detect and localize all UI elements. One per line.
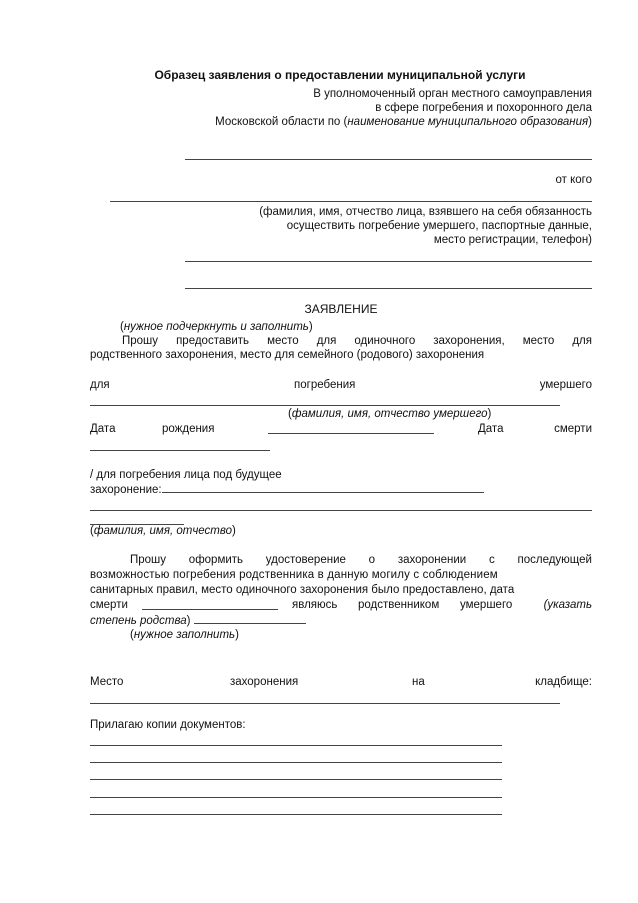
applicant-blank-line[interactable] (110, 201, 592, 202)
relation-hint-word: (указать (543, 599, 592, 611)
addressee-line-3 (100, 115, 592, 129)
request-2-word: о (368, 554, 376, 566)
deceased-word-1: для (90, 379, 110, 391)
deceased-hint-close: ) (487, 408, 492, 420)
request-2-word: последующей (517, 554, 592, 566)
future-burial-label: захоронение: (90, 484, 162, 496)
birth-date-blank[interactable] (268, 423, 434, 434)
attachment-blank-1[interactable] (90, 745, 502, 746)
future-hint-open: ( (90, 525, 94, 537)
birth-date-label-1: Дата (90, 423, 116, 435)
burial-place-word: на (412, 676, 425, 688)
dates-line (90, 422, 592, 436)
death-date-label-1: Дата (478, 423, 504, 435)
future-burial-line-2 (90, 482, 484, 497)
attachment-blank-3[interactable] (90, 779, 502, 780)
relation-hint-open (544, 598, 592, 612)
burial-place-line (90, 675, 592, 689)
request-2-word: умершего (460, 599, 513, 611)
fill-note-close: ) (235, 629, 239, 641)
request-1-line-2: родственного захоронения, место для семейного (родового) захоронения (90, 349, 485, 361)
underline-note-close: ) (308, 321, 313, 333)
attachment-blank-2[interactable] (90, 762, 502, 763)
birth-date-label-2: рождения (162, 423, 215, 435)
relation-hint-close: ) (186, 615, 191, 627)
burial-place-word: Место (90, 676, 124, 688)
request-2-line-3: санитарных правил, место одиночного захоронения было предоставлено, дата (90, 584, 515, 596)
attachments-label: Прилагаю копии документов: (90, 719, 246, 731)
request-2-word: Прошу (130, 554, 167, 566)
request-2-word: являюсь (292, 599, 338, 611)
future-hint-text: фамилия, имя, отчество (93, 525, 233, 537)
burial-place-word: захоронения (230, 676, 299, 688)
underline-note (120, 320, 313, 334)
request-word: место (267, 335, 299, 347)
death-date-blank[interactable] (90, 450, 270, 451)
deceased-hint-text: фамилия, имя, отчество умершего (291, 408, 488, 420)
death-date-label-2: смерти (554, 423, 592, 435)
fill-note-text: нужное заполнить (133, 629, 236, 641)
addressee-line-3-end: ) (588, 116, 592, 128)
relation-degree-hint: степень родства (90, 615, 187, 627)
cemetery-blank[interactable] (90, 703, 560, 704)
request-2-word: родственником (358, 599, 440, 611)
request-2-word: захоронении (397, 554, 467, 566)
applicant-hint-3: место регистрации, телефон) (433, 234, 592, 246)
request-word: захоронения, (433, 335, 505, 347)
relation-degree-blank[interactable] (194, 613, 306, 624)
future-burial-hint (90, 524, 236, 538)
request-2-line-1 (130, 553, 592, 567)
attachment-blank-4[interactable] (90, 797, 502, 798)
request-1-line-1 (122, 334, 592, 348)
underline-note-text: нужное подчеркнуть и заполнить (123, 321, 309, 333)
addressee-line-2: в сфере погребения и похоронного дела (375, 102, 592, 114)
addressee-blank-line-1[interactable] (185, 159, 592, 160)
municipality-hint: наименование муниципального образования (347, 116, 589, 128)
future-burial-line-1: / для погребения лица под будущее (90, 469, 282, 481)
application-heading: ЗАЯВЛЕНИЕ (304, 302, 378, 316)
request-2-word: с (488, 554, 495, 566)
addressee-line-3-text: Московской области по ( (215, 116, 348, 128)
deceased-word-3: умершего (539, 379, 592, 391)
burial-place-word: кладбище: (535, 676, 592, 688)
request-word: для (572, 335, 592, 347)
addressee-line-1: В уполномоченный орган местного самоуправления (313, 88, 592, 100)
request-2-word: оформить (188, 554, 244, 566)
fill-note-open: ( (130, 629, 134, 641)
deceased-line (90, 378, 592, 392)
future-burial-blank[interactable] (162, 482, 484, 493)
page-title: Образец заявления о предоставлении муниципальной услуги (154, 68, 526, 82)
from-label: от кого (555, 174, 592, 186)
request-2-line-4 (90, 598, 592, 612)
future-hint-close: ) (232, 525, 236, 537)
fill-note (130, 628, 239, 642)
request-word: одиночного (354, 335, 416, 347)
future-burial-blank-2[interactable] (90, 510, 592, 511)
attachment-blank-5[interactable] (90, 814, 502, 815)
request-2-word: удостоверение (265, 554, 346, 566)
addressee-blank-line-3[interactable] (185, 288, 592, 289)
request-word: предоставить (176, 335, 250, 347)
request-2-line-5 (90, 613, 306, 628)
death-label: смерти (90, 599, 128, 611)
deceased-name-hint (288, 407, 491, 421)
request-word: Прошу (122, 335, 159, 347)
deceased-name-blank[interactable] (90, 405, 560, 406)
deceased-hint-open: ( (288, 408, 292, 420)
applicant-hint-1: (фамилия, имя, отчество лица, взявшего на себя обязанность (259, 206, 592, 218)
request-2-line-2: возможностью погребения родственника в данную могилу с соблюдением (90, 569, 498, 581)
request-word: для (316, 335, 337, 347)
underline-note-open: ( (120, 321, 124, 333)
request-word: место (522, 335, 555, 347)
applicant-hint-2: осуществить погребение умершего, паспортные данные, (286, 220, 592, 232)
death-date-blank-2[interactable] (142, 599, 278, 610)
addressee-blank-line-2[interactable] (185, 261, 592, 262)
deceased-word-2: погребения (294, 379, 356, 391)
